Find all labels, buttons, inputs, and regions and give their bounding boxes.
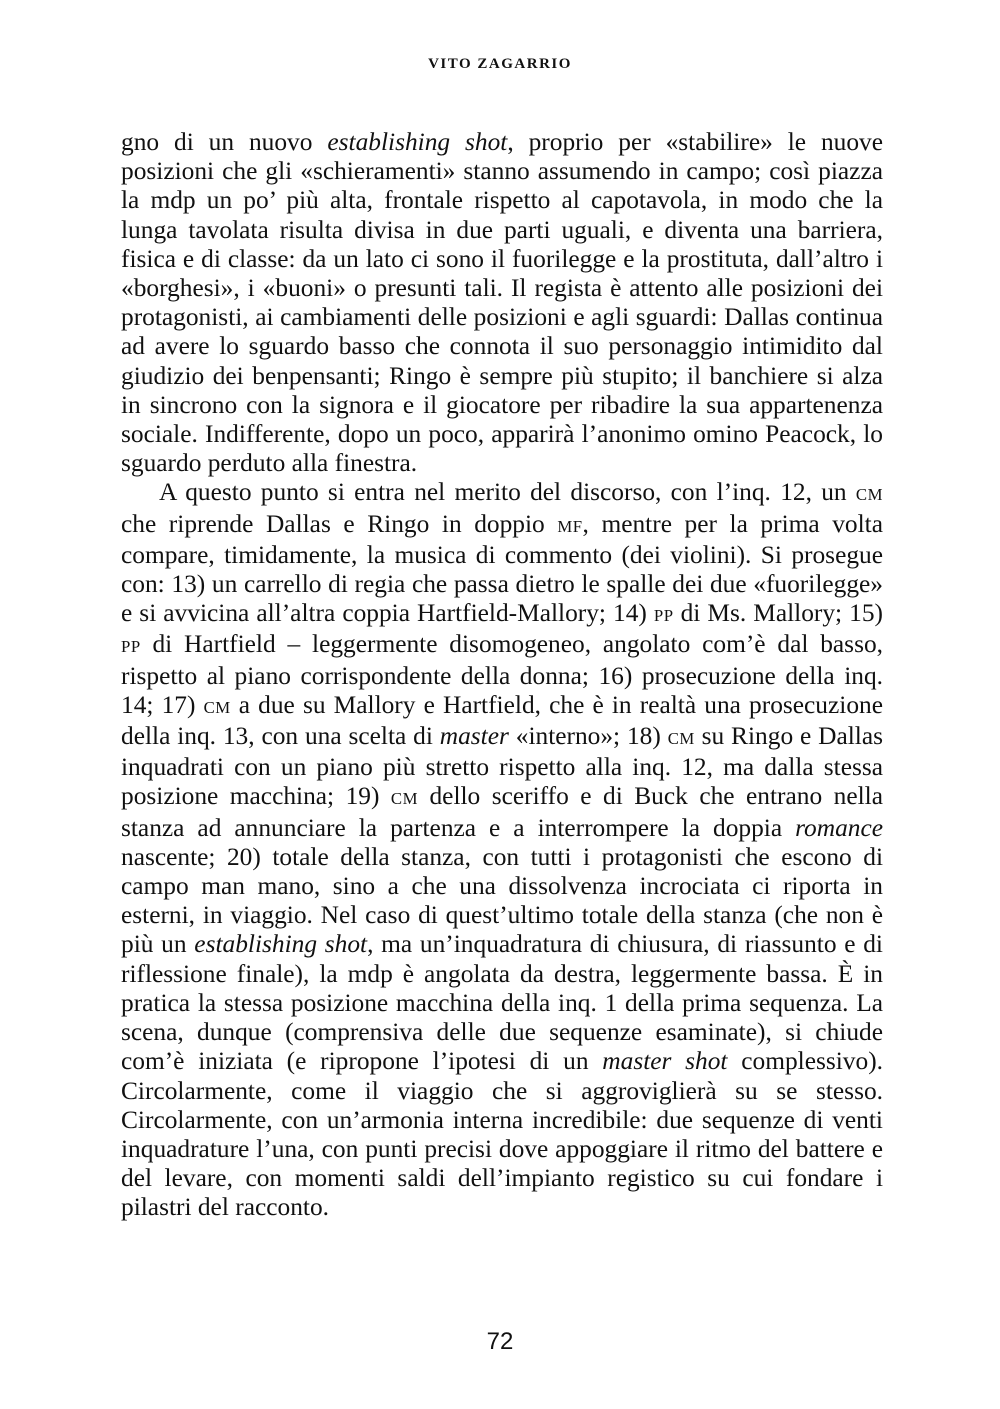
- abbreviation: CM: [203, 697, 231, 717]
- text-run: che riprende Dallas e Ringo in doppio: [121, 509, 558, 538]
- italic-term: establishing shot: [194, 930, 368, 959]
- text-run: complessivo). Circolarmente, come il viaggio che si aggroviglierà su se stesso. Circolarmente, con un’armonia interna incredibile: due sequenze di venti inquadrature l’una, con punti precisi dove appoggiare il ritmo del battere e del levare, con momenti saldi dell’impianto registico su cui fondare i pilastri del racconto.: [121, 1047, 884, 1222]
- abbreviation: PP: [121, 637, 141, 657]
- text-run: di Ms. Mallory; 15): [673, 599, 883, 628]
- paragraph: [121, 478, 883, 1222]
- paragraph: [121, 128, 883, 478]
- text-run: A questo punto si entra nel merito del discorso, con l’inq. 12, un: [159, 478, 856, 507]
- italic-term: romance: [795, 813, 883, 842]
- text-run: , proprio per «stabilire» le nuove posizioni che gli «schieramenti» stanno assumendo in campo; così piazza la mdp un po’ più alta, frontale rispetto al capotavola, in modo che la lunga tavolata risulta divisa in due parti uguali, e diventa una barriera, fisica e di classe: da un lato ci sono il fuorilegge e la prostituta, dall’altro i «borghesi», i «buoni» o presunti tali. Il regista è attento alle posizioni dei protagonisti, ai cambiamenti delle posizioni e agli sguardi: Dallas continua ad avere lo sguardo basso che connota il suo personaggio intimidito dal giudizio dei benpensanti; Ringo è sempre più stupito; il banchiere si alza in sincrono con la signora e il giocatore per ribadire la sua appartenenza sociale. Indifferente, dopo un poco, apparirà l’anonimo omino Peacock, lo sguardo perduto alla finestra.: [121, 128, 883, 478]
- abbreviation: CM: [855, 485, 883, 505]
- text-run: su Ringo e Dallas inquadrati con un piano più stretto rispetto alla inq. 12, ma dalla stessa posizione macchina; 19): [121, 722, 883, 811]
- text-run: «interno»; 18): [508, 722, 668, 751]
- text-run: , mentre per la prima volta compare, timidamente, la musica di commento (dei violini). Si prosegue con: 13) un carrello di regia che passa dietro le spalle dei due «fuorilegge» e si avvicina all’altra coppia Hartfield-Mallory; 14): [121, 509, 883, 628]
- abbreviation: CM: [667, 729, 695, 749]
- italic-term: master shot: [602, 1047, 728, 1076]
- page-number: 72: [486, 1328, 514, 1355]
- text-run: gno di un nuovo: [121, 128, 328, 156]
- text-run: , ma un’inquadratura di chiusura, di riassunto e di riflessione finale), la mdp è angolata da destra, leggermente bassa. È in pratica la stessa posizione macchina della inq. 1 della prima sequenza. La scena, dunque (comprensiva delle due sequenze esaminate), si chiude com’è iniziata (e ripropone l’ipotesi di un: [121, 930, 883, 1076]
- italic-term: establishing shot: [327, 128, 508, 156]
- abbreviation: CM: [390, 789, 418, 809]
- text-run: a due su Mallory e Hartfield, che è in realtà una prosecuzione della inq. 13, con una scelta di: [121, 690, 883, 751]
- text-run: di Hartfield – leggermente disomogeneo, angolato com’è dal basso, rispetto al piano corrispondente della donna; 16) prosecuzione della inq. 14; 17): [121, 630, 883, 719]
- text-run: nascente; 20) totale della stanza, con tutti i protagonisti che escono di campo man mano, sino a che una dissolvenza incrociata ci riporta in esterni, in viaggio. Nel caso di quest’ultimo totale della stanza (che non è più un: [121, 842, 883, 959]
- text-run: dello sceriffo e di Buck che entrano nella stanza ad annunciare la partenza e a interrompere la doppia: [121, 782, 883, 842]
- running-head: VITO ZAGARRIO: [428, 56, 572, 72]
- abbreviation: MF: [557, 516, 583, 536]
- abbreviation: PP: [653, 606, 674, 626]
- body-text: [121, 128, 883, 1223]
- italic-term: master: [439, 722, 509, 751]
